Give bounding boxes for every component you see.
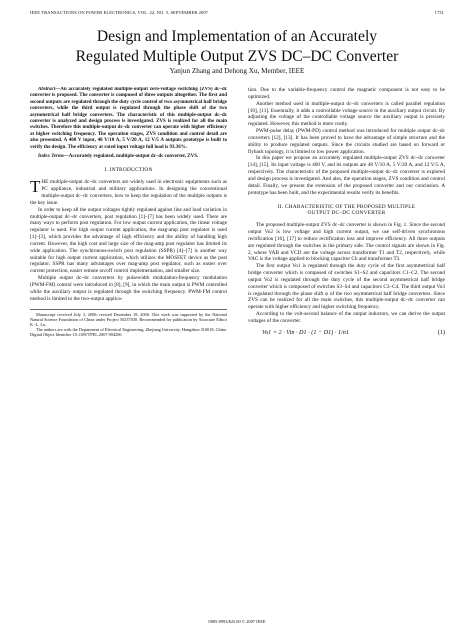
- paper-title: [0, 27, 474, 67]
- journal-info: IEEE TRANSACTIONS ON POWER ELECTRONICS, VOL. 22, NO. 5, SEPTEMBER 2007: [30, 10, 209, 15]
- authors: Yanjun Zhang and Dehong Xu, Member, IEEE: [169, 67, 305, 75]
- footnote-affiliation: The authors are with the Department of Electrical Engineering, Zhejiang University, Hangzhou 310018, China.: [36, 327, 227, 333]
- index-terms-text: Accurately regulated, multiple-output dc–dc converter, ZVS.: [68, 154, 199, 160]
- footnote: [30, 309, 227, 338]
- right-paragraph-6: The first output Vo1 is regulated through the duty cycle of the first asymmetrical half bridge converter which is composed of switches S1–S2 and capacitors C1–C2. The second output Vo2 is regulated through the duty cycle of the second asymmetrical half bridge converter which is composed of switches S3–S4 and capacitors C3–C4. The third output Vo3 is regulated through the phase shift φ of the two asymmetrical half bridge converters. Since ZVS can be realized for all the main switches, this multiple-output dc–dc converter can operate with higher efficiency and higher switching frequency.: [248, 263, 445, 311]
- abstract: [30, 87, 227, 151]
- right-paragraph-7: According to the volt-second balance of the output inductors, we can derive the output voltages of the converter.: [248, 311, 445, 324]
- right-paragraph-4: In this paper we propose an accurately regulated multiple-output ZVS dc–dc converter [14], [15]. Its input voltage is 400 V, and its outputs are 48 V/10 A, 5 V/20 A, and 12 V/5 A, respectively. The characteristic of the proposed multiple-output dc–dc converter is explored and design process is investigated. And also, the operation stages, ZVS condition and control detail. Finally, we present the extension of the proposed converter and our conclusion. A prototype has been built, and the experimental results verify its benefits.: [248, 155, 445, 196]
- right-paragraph-5: The proposed multiple-output ZVS dc–dc converter is shown in Fig. 1. Since the second output Vo2 is low voltage and high current output, we use self-driven synchronous rectification [16], [17] to reduce rectification loss and improve efficiency. All three outputs are regulated through the switches in the primary side. The control signals are shown in Fig. 2, where VAB and VCD are the voltage across transformer T1 and T2, respectively, while VAC is the voltage applied to blocking capacitor Cb and transformer T3.: [248, 222, 445, 263]
- right-paragraph-1: tion. Due to the variable-frequency control the magnetic component is not easy to be optimized.: [248, 87, 445, 100]
- intro-paragraph-1: [30, 179, 227, 206]
- equation-1: [248, 330, 445, 337]
- right-paragraph-2: Another method used in multiple-output dc–dc converters is called parallel regulation [10], [11]. Essentially, it adds a controllable voltage source in the auxiliary output circuit. By adjusting the voltage of the controllable voltage source the auxiliary output is precisely regulated. However, this method is more costly.: [248, 100, 445, 128]
- abstract-text: An accurately regulated multiple-output zero-voltage switching (ZVS) dc–dc converter is proposed. The converter is composed of three outputs altogether. The first and second outputs are regulated through the duty cycle control of two asymmetrical half bridge converters, while the third output is regulated through the phase shift of the two asymmetrical half bridge converters. The characteristic of this multiple-output dc–dc converter is analyzed and design process is investigated. ZVS is realized for all the main switches. Therefore this multiple-output dc–dc converter can operate with higher efficiency at higher switching frequency. The operation stages, ZVS condition and control detail are also presented. A 400 V input, 48 V/10 A, 5 V/20 A, 12 V/5 A outputs prototype is built to verify the design. The efficiency at rated input voltage full load is 93.36%.: [30, 87, 227, 150]
- section-heading-line-1: II. CHARACTERISTIC OF THE PROPOSED MULTIPLE: [277, 203, 416, 210]
- section-heading-introduction: I. INTRODUCTION: [104, 167, 153, 174]
- right-column: [248, 87, 445, 607]
- index-terms-lead: Index Terms—: [38, 154, 69, 160]
- footnote-doi: Digital Object Identifier 10.1109/TPEL.2007.904206: [30, 332, 122, 338]
- section-heading-line-2: OUTPUT DC–DC CONVERTER: [307, 210, 386, 217]
- copyright-footer: 0885-8993/$25.00 © 2007 IEEE: [208, 619, 266, 624]
- equation-body: Vo1 = 2 · Vin · D1 · (1 − D1) · 1/n1: [262, 328, 349, 336]
- index-terms: [30, 154, 227, 160]
- equation-number: (1): [437, 328, 445, 336]
- intro-paragraph-2: In order to keep all the output voltages tightly regulated against line and load variation in multiple-output dc–dc converters, post regulation [1]–[7] has been widely used. There are many ways to perform post regulation. For low output current application, the linear voltage regulator is used. For high output current application, the mag-amp post regulator is used [1]–[3], which provides the advantage of high efficiency and the ability of handling high current. However, the high cost and large size of the mag-amp post regulator has limited its wide application. The synchronous-switch post regulation (SSPR) [4]–[7] is another way suitable for high output current application, which utilizes the MOSFET device as the post regulator. SSPR has many advantages over mag-amp post regulator, such as easier over current protection, easier remote on/off control implementation, and smaller size.: [30, 206, 227, 275]
- page-number: 1731: [434, 10, 444, 15]
- section-heading-characteristic: [248, 204, 445, 218]
- title-line-1: Design and Implementation of an Accurately: [96, 28, 378, 45]
- right-paragraph-3: PWM-pulse delay (PWM-PD) control method was introduced for multiple output dc–dc converters [12], [13]. It has been proved to have the advantage of simple structure and the ability to produce regulated outputs. Since the circuits studied are based on forward or flyback topology, it is limited to low power application.: [248, 128, 445, 155]
- abstract-lead: Abstract—: [38, 87, 61, 92]
- intro-p1-text: HE multiple-output dc–dc converters are widely used in electronic equipments such as PC appliance, industrial and military applications. In designing the conventional multiple-output dc–dc converters, how to keep the regulation of the multiple outputs is the key issue.: [30, 179, 227, 206]
- title-line-2: Regulated Multiple Output ZVS DC–DC Converter: [75, 48, 399, 65]
- intro-paragraph-3: Multiple output dc–dc converters by pulsewidth modulation-frequency modulation (PWM-FM) control were introduced in [8], [9], in which the main output is PWM controlled while the auxiliary output is regulated through the switching frequency. PWM-FM control method is limited to the two-output applica-: [30, 275, 227, 302]
- footnote-manuscript: Manuscript received July 3, 2006; revised December 18, 2006. This work was supported by the National Natural Science Foundation of China under Project 50237030. Recommended for publication by Associate Editor K.-L. Lu.: [30, 311, 227, 327]
- drop-cap: T: [30, 177, 41, 197]
- left-column: [30, 87, 227, 607]
- running-head: [30, 10, 444, 18]
